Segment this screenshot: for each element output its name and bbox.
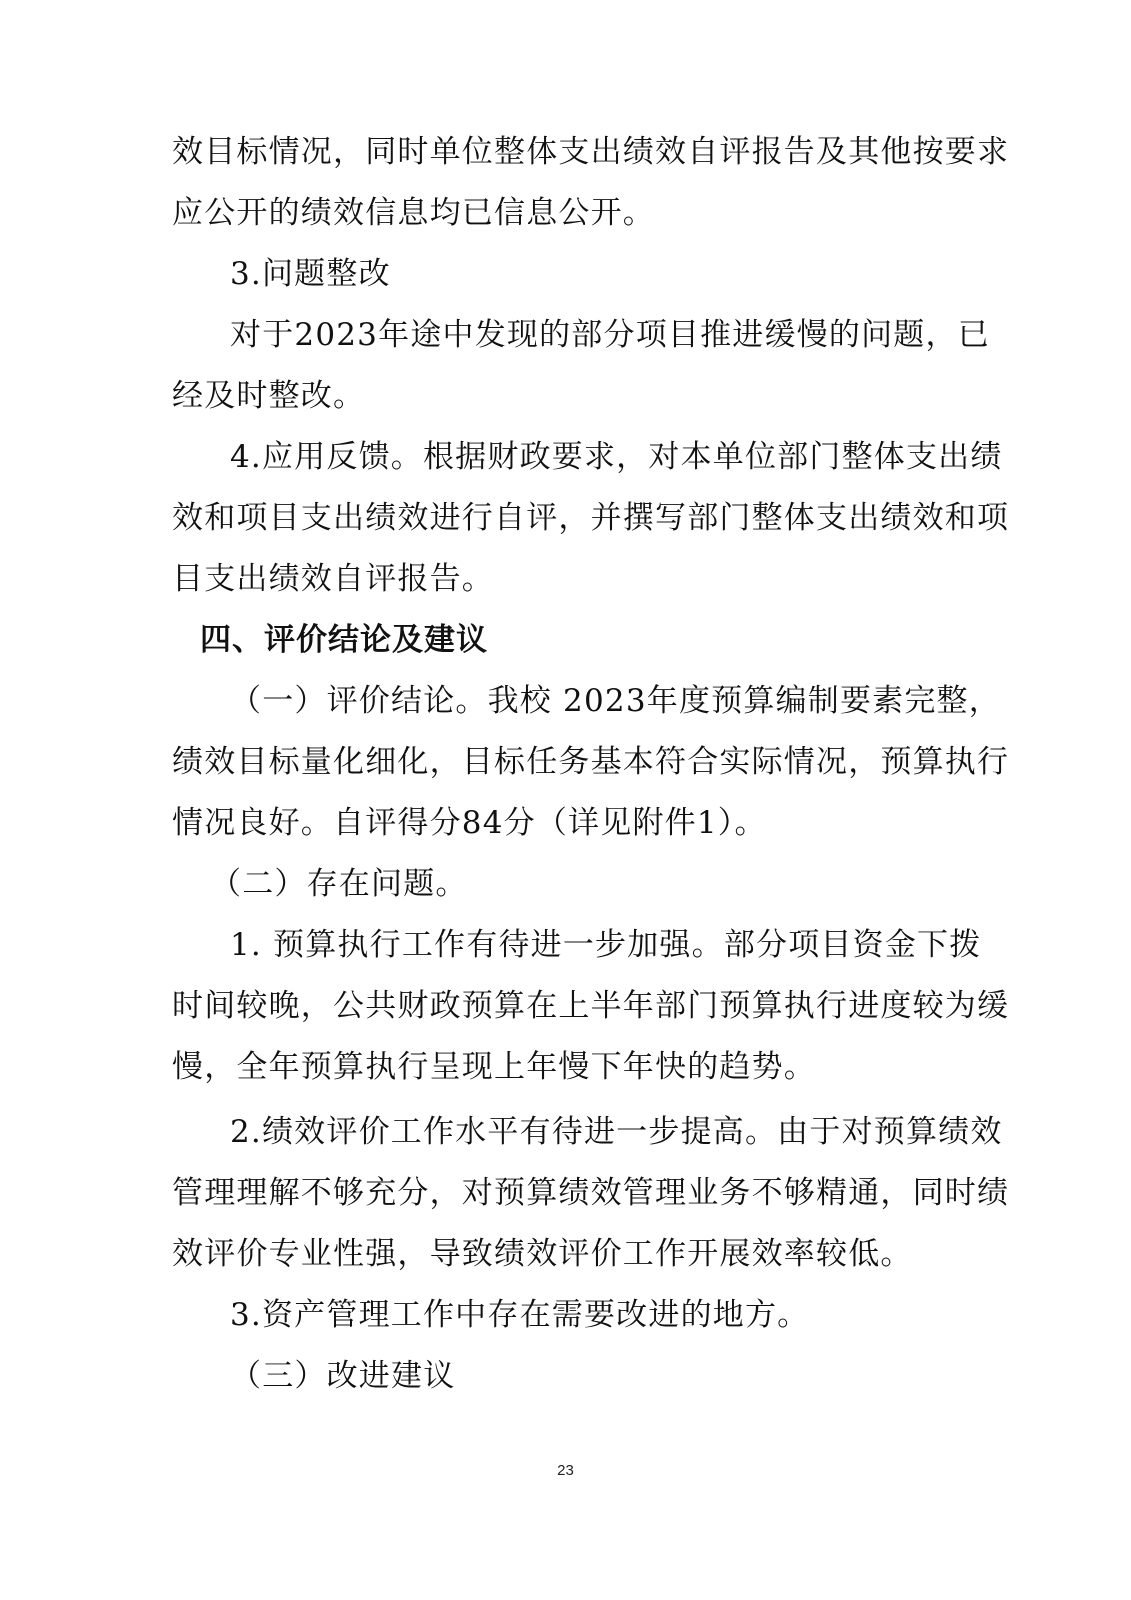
- subheading-improvement-suggestions: （三）改进建议: [230, 1358, 456, 1394]
- body-text-line: 1. 预算执行工作有待进一步加强。部分项目资金下拨: [230, 927, 982, 963]
- body-text-line: 效目标情况，同时单位整体支出绩效自评报告及其他按要求: [172, 134, 1010, 170]
- body-text-line: 4.应用反馈。根据财政要求，对本单位部门整体支出绩: [230, 439, 1003, 475]
- body-text-line: （一）评价结论。我校 2023年度预算编制要素完整，: [230, 683, 1001, 719]
- body-text-line: 慢，全年预算执行呈现上年慢下年快的趋势。: [172, 1049, 816, 1085]
- body-text-line: 管理理解不够充分，对预算绩效管理业务不够精通，同时绩: [172, 1175, 1010, 1211]
- body-text-line: 情况良好。自评得分84分（详见附件1）。: [172, 805, 767, 841]
- section-heading-conclusion: 四、评价结论及建议: [200, 622, 488, 658]
- body-text-line: 效评价专业性强，导致绩效评价工作开展效率较低。: [172, 1236, 913, 1272]
- body-text-line: 效和项目支出绩效进行自评，并撰写部门整体支出绩效和项: [172, 500, 1010, 536]
- subheading-problem-rectification: 3.问题整改: [230, 256, 391, 292]
- body-text-line: 应公开的绩效信息均已信息公开。: [172, 195, 655, 231]
- body-text-line: 3.资产管理工作中存在需要改进的地方。: [230, 1297, 810, 1333]
- subheading-existing-problems: （二）存在问题。: [210, 866, 468, 902]
- body-text-line: 目支出绩效自评报告。: [172, 561, 494, 597]
- body-text-line: 绩效目标量化细化，目标任务基本符合实际情况，预算执行: [172, 744, 1010, 780]
- body-text-line: 对于2023年途中发现的部分项目推进缓慢的问题，已: [230, 317, 990, 353]
- body-text-line: 经及时整改。: [172, 378, 366, 414]
- body-text-line: 时间较晚，公共财政预算在上半年部门预算执行进度较为缓: [172, 988, 1010, 1024]
- page-number: 23: [557, 1462, 574, 1479]
- body-text-line: 2.绩效评价工作水平有待进一步提高。由于对预算绩效: [230, 1114, 1003, 1150]
